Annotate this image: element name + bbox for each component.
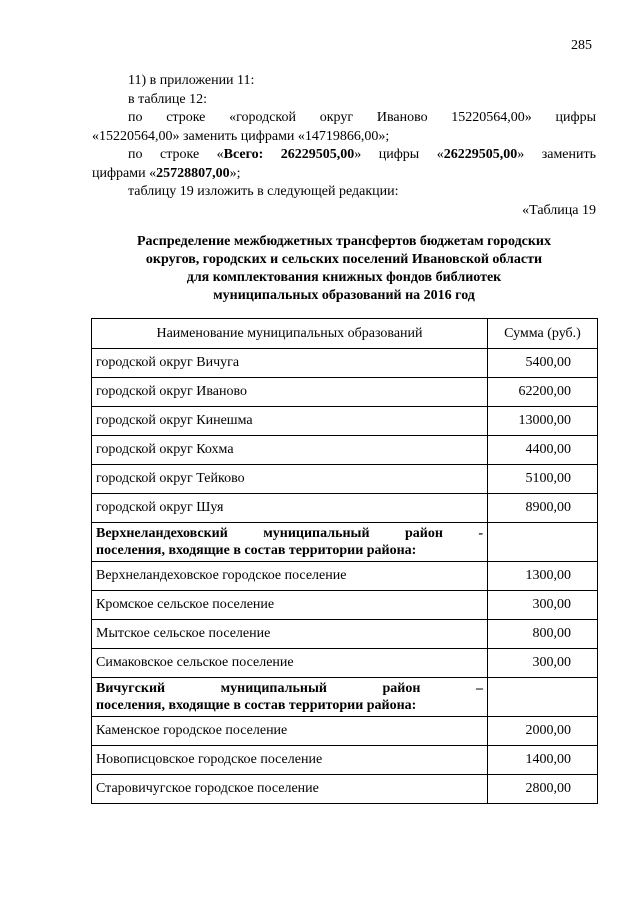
intro-line: «15220564,00» заменить цифрами «14719866,00»; (92, 128, 390, 144)
row-name: городской округ Шуя (92, 494, 488, 523)
table-row (92, 591, 598, 620)
section-line: поселения, входящие в состав территории района: (96, 698, 417, 713)
section-line: Верхнеландеховский муниципальный район - (96, 526, 483, 541)
row-name: Каменское городское поселение (92, 717, 488, 746)
row-sum: 300,00 (488, 591, 598, 620)
intro-line: в таблице 12: (128, 91, 207, 107)
row-sum: 8900,00 (488, 494, 598, 523)
table-row (92, 378, 598, 407)
row-name: Верхнеландеховское городское поселение (92, 562, 488, 591)
row-name: Кромское сельское поселение (92, 591, 488, 620)
row-name: Симаковское сельское поселение (92, 649, 488, 678)
intro-line (92, 165, 596, 184)
row-sum: 5100,00 (488, 465, 598, 494)
row-sum: 800,00 (488, 620, 598, 649)
intro-line: таблицу 19 изложить в следующей редакции: (128, 184, 399, 199)
table-row (92, 717, 598, 746)
row-name: городской округ Иваново (92, 378, 488, 407)
bold-fragment: 25728807,00 (156, 165, 230, 181)
intro-line (92, 146, 596, 165)
page-number: 285 (571, 38, 592, 53)
section-line: поселения, входящие в состав территории района: (96, 543, 417, 558)
table-section-row (92, 523, 598, 562)
row-sum: 13000,00 (488, 407, 598, 436)
row-sum: 4400,00 (488, 436, 598, 465)
row-name: городской округ Кохма (92, 436, 488, 465)
table-row (92, 436, 598, 465)
row-sum: 300,00 (488, 649, 598, 678)
table-row (92, 620, 598, 649)
title-line: для комплектования книжных фондов библиотек (186, 270, 502, 285)
bold-fragment: 26229505,00 (443, 147, 518, 162)
title-line: Распределение межбюджетных трансфертов бюджетам городских (136, 234, 551, 249)
table-row (92, 562, 598, 591)
row-sum: 2800,00 (488, 775, 598, 804)
section-name (92, 678, 488, 717)
text-fragment: » заменить (517, 147, 597, 162)
row-sum: 5400,00 (488, 349, 598, 378)
section-sum-empty (488, 678, 598, 717)
table-row (92, 465, 598, 494)
row-name: Старовичугское городское поселение (92, 775, 488, 804)
text-fragment: по строке « (128, 147, 224, 162)
section-line: Вичугский муниципальный район – (96, 681, 483, 696)
transfers-table (91, 318, 598, 804)
row-sum: 1300,00 (488, 562, 598, 591)
title-line: муниципальных образований на 2016 год (213, 288, 475, 303)
table-row (92, 649, 598, 678)
section-sum-empty (488, 523, 598, 562)
row-name: Мытское сельское поселение (92, 620, 488, 649)
row-sum: 2000,00 (488, 717, 598, 746)
table-row (92, 775, 598, 804)
text-fragment: » цифры « (354, 147, 444, 162)
header-name: Наименование муниципальных образований (92, 319, 488, 349)
table-row (92, 349, 598, 378)
header-sum: Сумма (руб.) (488, 319, 598, 349)
text-fragment: цифрами « (92, 165, 157, 181)
text-fragment: »; (229, 165, 241, 181)
table-header-row (92, 319, 598, 349)
row-sum: 1400,00 (488, 746, 598, 775)
row-name: городской округ Тейково (92, 465, 488, 494)
intro-line: 11) в приложении 11: (128, 73, 255, 88)
row-name: городской округ Кинешма (92, 407, 488, 436)
table-section-row (92, 678, 598, 717)
row-name: Новописцовское городское поселение (92, 746, 488, 775)
intro-line: по строке «городской округ Иваново 15220564,00» цифры (128, 110, 596, 125)
row-name: городской округ Вичуга (92, 349, 488, 378)
bold-fragment: Всего: 26229505,00 (223, 147, 355, 162)
title-line: округов, городских и сельских поселений Ивановской области (145, 252, 543, 267)
table-body (92, 349, 598, 804)
intro-text (92, 72, 596, 220)
table-row (92, 407, 598, 436)
row-sum: 62200,00 (488, 378, 598, 407)
table-row (92, 746, 598, 775)
table-row (92, 494, 598, 523)
section-name (92, 523, 488, 562)
table-reference: «Таблица 19 (522, 202, 596, 218)
table-title (92, 233, 596, 305)
